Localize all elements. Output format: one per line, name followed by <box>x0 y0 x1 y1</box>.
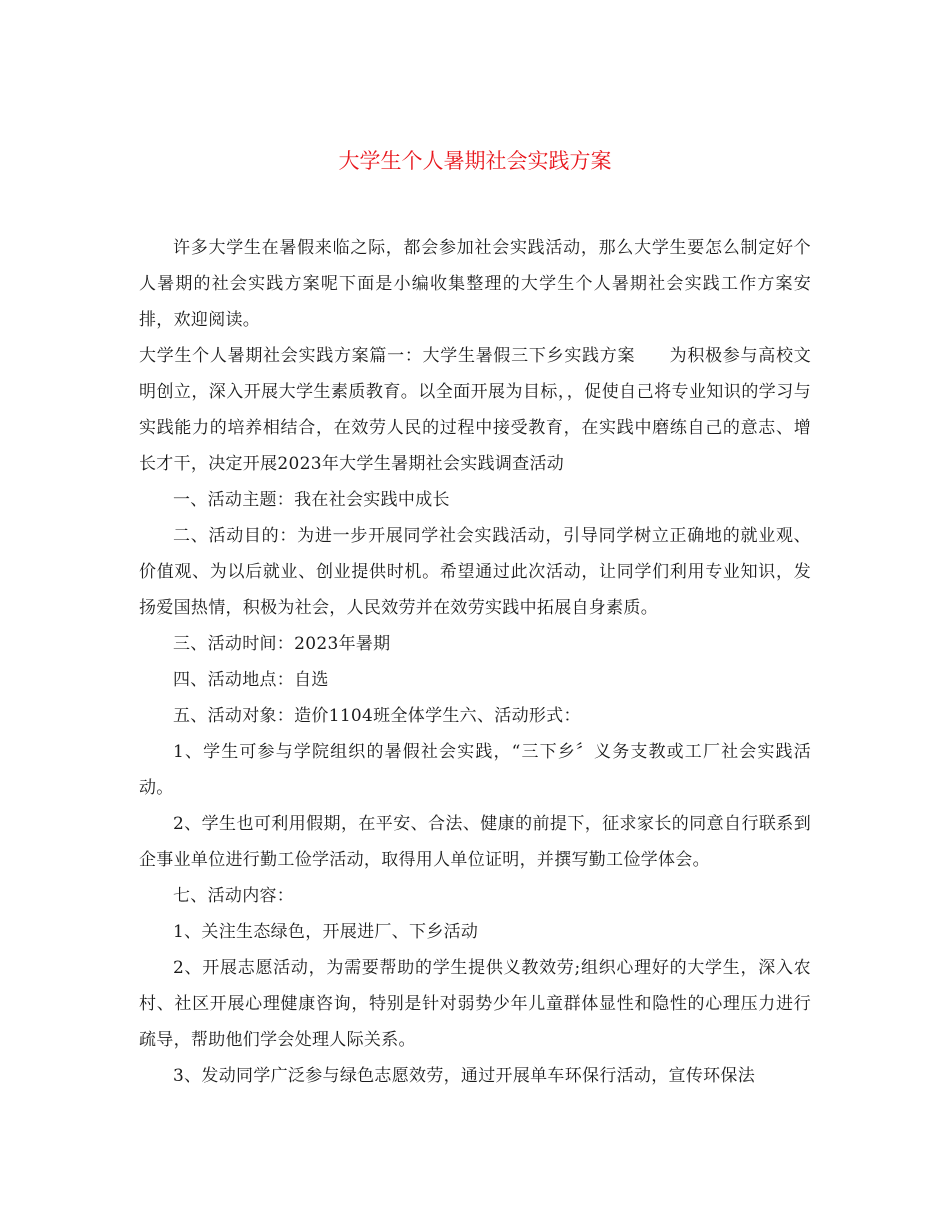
form-item-2: 2、学生也可利用假期，在平安、合法、健康的前提下，征求家长的同意自行联系到企事业单位进行勤工俭学活动，取得用人单位证明，并撰写勤工俭学体会。 <box>139 814 811 870</box>
activity-location: 四、活动地点：自选 <box>173 670 329 690</box>
plan-heading-body: 为积极参与高校文明创立，深入开展大学生素质教育。以全面开展为目标，，促使自己将专业知识的学习与实践能力的培养相结合，在效劳人民的过程中接受教育，在实践中磨练自己的意志、增长才干，决定开展2023年大学生暑期社会实践调查活动 <box>139 346 811 474</box>
plan-heading-paragraph <box>139 338 811 482</box>
content-item-3: 3、发动同学广泛参与绿色志愿效劳，通过开展单车环保行活动，宣传环保法 <box>173 1066 756 1086</box>
activity-purpose: 二、活动目的：为进一步开展同学社会实践活动，引导同学树立正确地的就业观、价值观、为以后就业、创业提供时机。希望通过此次活动，让同学们利用专业知识，发扬爱国热情，积极为社会，人民效劳并在效劳实践中拓展自身素质。 <box>139 526 811 618</box>
document-body <box>139 230 811 1094</box>
plan-heading: 大学生个人暑期社会实践方案篇一：大学生暑假三下乡实践方案 <box>139 346 636 366</box>
activity-target: 五、活动对象：造价1104班全体学生六、活动形式： <box>173 706 581 726</box>
activity-time: 三、活动时间：2023年暑期 <box>173 634 391 654</box>
content-item-2: 2、开展志愿活动，为需要帮助的学生提供义教效劳;组织心理好的大学生，深入农村、社区开展心理健康咨询，特别是针对弱势少年儿童群体显性和隐性的心理压力进行疏导，帮助他们学会处理人际关系。 <box>139 958 811 1050</box>
activity-theme: 一、活动主题：我在社会实践中成长 <box>173 490 450 510</box>
intro-paragraph: 许多大学生在暑假来临之际，都会参加社会实践活动，那么大学生要怎么制定好个人暑期的社会实践方案呢下面是小编收集整理的大学生个人暑期社会实践工作方案安排，欢迎阅读。 <box>139 238 811 330</box>
content-item-1: 1、关注生态绿色，开展进厂、下乡活动 <box>173 922 479 942</box>
document-title: 大学生个人暑期社会实践方案 <box>338 149 612 173</box>
form-item-1: 1、学生可参与学院组织的暑假社会实践，“三下乡〞义务支教或工厂社会实践活动。 <box>139 742 811 798</box>
activity-content-heading: 七、活动内容： <box>173 886 295 906</box>
